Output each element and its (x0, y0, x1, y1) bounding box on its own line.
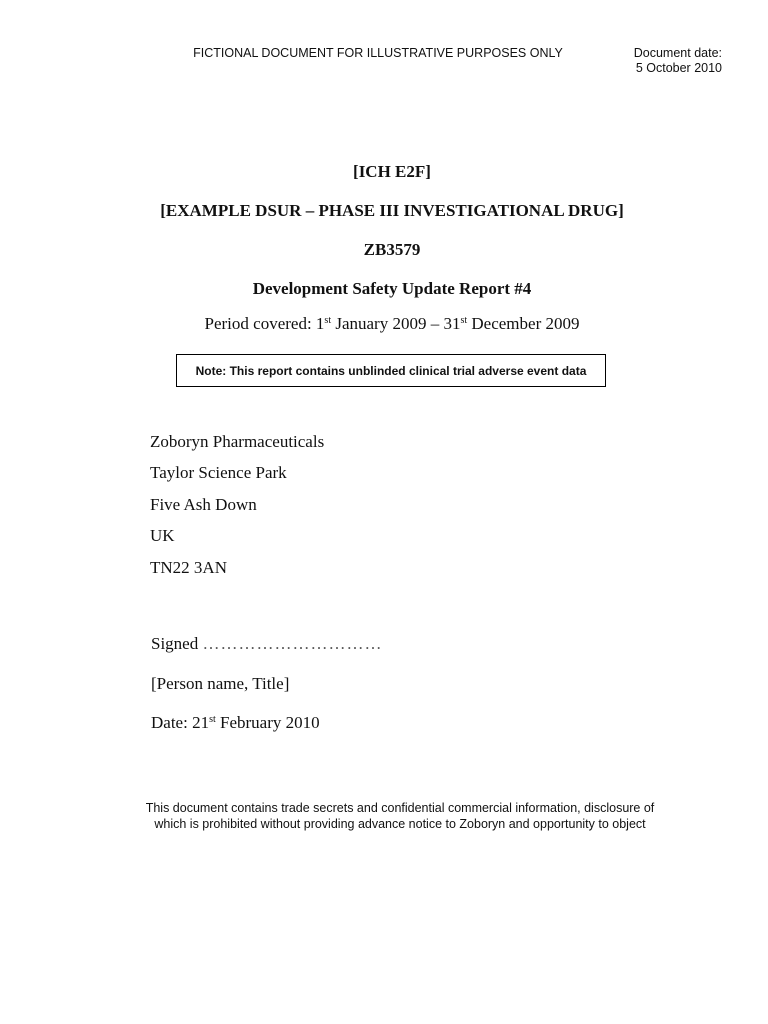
period-prefix: Period covered: 1 (204, 314, 325, 333)
document-date-label: Document date: (633, 46, 722, 60)
signature-date-suffix: February 2010 (215, 713, 320, 732)
period-middle: January 2009 – 31 (331, 314, 461, 333)
confidentiality-footer (120, 800, 680, 832)
address-postcode: TN22 3AN (150, 558, 227, 577)
period-sup-start: st (324, 315, 332, 326)
period-covered (0, 314, 768, 334)
report-title: Development Safety Update Report #4 (252, 279, 532, 298)
period-suffix: December 2009 (467, 314, 580, 333)
signature-label: Signed (151, 634, 203, 653)
confidentiality-line-2: which is prohibited without providing advance notice to Zoboryn and opportunity to object (154, 817, 646, 831)
signature-date (151, 713, 320, 733)
example-title: [EXAMPLE DSUR – PHASE III INVESTIGATIONAL DRUG] (160, 201, 624, 220)
address-park: Taylor Science Park (150, 463, 287, 482)
fictional-notice: FICTIONAL DOCUMENT FOR ILLUSTRATIVE PURPOSES ONLY (193, 46, 563, 60)
signatory-name-title: [Person name, Title] (151, 674, 290, 693)
document-date (598, 46, 722, 76)
signature-date-sup: st (209, 714, 216, 725)
product-code: ZB3579 (363, 240, 421, 259)
signature-date-prefix: Date: 21 (151, 713, 210, 732)
address-company: Zoboryn Pharmaceuticals (150, 432, 325, 451)
unblinded-data-note: Note: This report contains unblinded clinical trial adverse event data (176, 354, 606, 387)
address-locality: Five Ash Down (150, 495, 257, 514)
address-country: UK (150, 526, 175, 545)
confidentiality-line-1: This document contains trade secrets and confidential commercial information, disclosure of (145, 801, 655, 815)
guideline-title: [ICH E2F] (353, 162, 431, 181)
signature-dots: ………………………… (202, 634, 383, 653)
document-date-value: 5 October 2010 (635, 61, 722, 75)
signature-line (151, 634, 382, 654)
period-sup-end: st (460, 315, 468, 326)
